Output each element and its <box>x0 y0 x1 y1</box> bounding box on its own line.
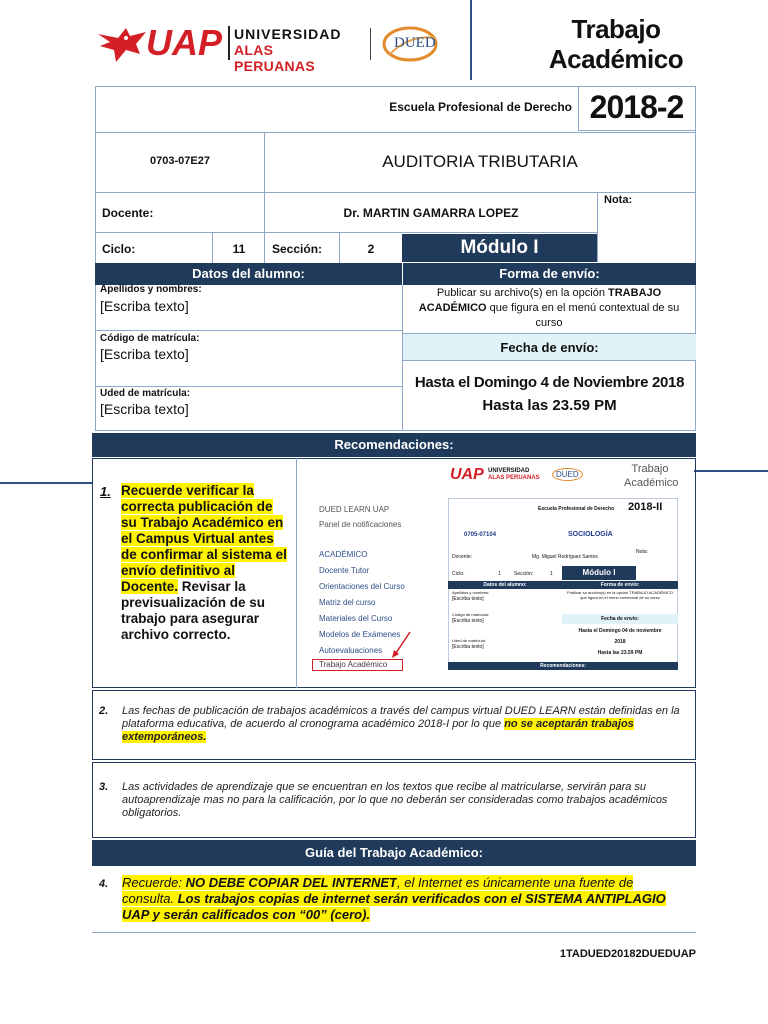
menu-item-dued-learn[interactable]: DUED LEARN UAP <box>319 505 390 514</box>
uap-logo <box>96 22 358 74</box>
course-name: AUDITORIA TRIBUTARIA <box>382 152 578 171</box>
logo-university-line2: ALAS PERUANAS <box>234 42 315 74</box>
enroll-unit-input[interactable]: [Escriba texto] <box>100 401 189 417</box>
enroll-unit-label: Uded de matrícula: <box>100 388 191 399</box>
recommendation-3-number: 3. <box>99 781 109 793</box>
recommendation-1-rest: Revisar la previsualización de su trabajo para asegurar archivo correcto. <box>121 579 266 642</box>
send-form-header: Forma de envío: <box>403 263 696 285</box>
mini-date3: Hasta las 23.59 PM <box>597 650 643 656</box>
recommendation-2-text <box>122 705 688 744</box>
section-label: Sección: <box>272 242 323 256</box>
mini-section: 1 <box>550 571 553 577</box>
mini-unit-label: Uded de matrícula: <box>452 638 486 643</box>
row-divider-5 <box>96 386 402 387</box>
mini-section-label: Sección: <box>514 571 534 577</box>
mini-cycle: 1 <box>498 571 501 577</box>
grade-label: Nota: <box>604 194 633 206</box>
guide-header: Guía del Trabajo Académico: <box>92 840 696 866</box>
guide-item-4-text <box>122 875 688 923</box>
eagle-icon <box>96 24 148 64</box>
menu-item-materials[interactable]: Materiales del Curso <box>319 614 393 623</box>
footer-line <box>92 932 696 933</box>
mini-date2: 2018 <box>614 639 626 645</box>
mini-names: [Escriba texto] <box>452 596 484 602</box>
teacher-label: Docente: <box>102 206 154 220</box>
guide-item-4-bold1: NO DEBE COPIAR DEL INTERNET <box>185 875 397 890</box>
recommendations-header: Recomendaciones: <box>92 433 696 457</box>
mini-dued: DUED <box>552 468 583 481</box>
cycle-value: 11 <box>232 242 246 256</box>
menu-item-orientations[interactable]: Orientaciones del Curso <box>319 582 405 591</box>
enroll-code-label: Código de matrícula: <box>100 333 200 344</box>
menu-item-matrix[interactable]: Matriz del curso <box>319 598 376 607</box>
section-value: 2 <box>367 242 375 256</box>
enroll-code-input[interactable]: [Escriba texto] <box>100 346 189 362</box>
menu-item-exam-models[interactable]: Modelos de Exámenes <box>319 630 401 639</box>
logo-separator <box>370 28 371 60</box>
guide-item-4-number: 4. <box>99 878 109 890</box>
mini-teacher: Mg. Miguel Rodríguez Santos <box>532 554 598 560</box>
menu-item-notifications[interactable]: Panel de notificaciones <box>319 520 402 529</box>
dued-wordmark: DUED <box>394 35 436 51</box>
cycle-label: Ciclo: <box>102 242 136 256</box>
dued-logo <box>380 24 450 64</box>
teacher-name: Dr. MARTIN GAMARRA LOPEZ <box>343 206 519 220</box>
document-title <box>536 14 696 74</box>
left-connector-line <box>0 482 92 484</box>
mini-grade-label: Nota: <box>636 549 648 555</box>
menu-item-academic: ACADÉMICO <box>319 550 368 559</box>
menu-item-academic-work[interactable]: Trabajo Académico <box>312 659 403 671</box>
mini-reco-header: Recomendaciones: <box>448 662 678 670</box>
row-divider-2 <box>96 192 696 193</box>
send-instructions <box>406 286 692 331</box>
mini-course: SOCIOLOGÍA <box>568 531 613 538</box>
mini-cycle-label: Ciclo: <box>452 571 465 577</box>
guide-item-4-prefix: Recuerde: <box>122 875 186 890</box>
right-connector-line <box>694 470 768 472</box>
mini-date1: Hasta el Domingo 04 de noviembre <box>578 628 662 634</box>
send-text-2: que figura en el menú contextual de su curso <box>486 302 680 329</box>
logo-divider <box>228 26 230 60</box>
recommendation-2-number: 2. <box>99 705 109 717</box>
mini-title <box>624 462 679 490</box>
course-code: 0703-07E27 <box>150 155 210 167</box>
mini-title-line1: Trabajo <box>631 463 669 475</box>
mini-logo-uap: UAP <box>450 466 484 483</box>
campus-menu <box>300 460 424 686</box>
date-line2: Hasta las 23.59 PM <box>482 397 617 414</box>
document-title-line2: Académico <box>548 44 684 74</box>
send-text-1: Publicar su archivo(s) en la opción <box>436 287 609 299</box>
recommendation-3-text: Las actividades de aprendizaje que se encuentran en los textos que recibe al matricularse, servirán para su autoaprendizaje mas no para la calificación, por lo que no deberán ser consideradas como trabajos académicos obligatorios. <box>122 781 668 819</box>
mini-code-value: [Escriba texto] <box>452 618 484 624</box>
menu-item-self-evaluations[interactable]: Autoevaluaciones <box>319 646 383 655</box>
header-vertical-line <box>470 0 472 80</box>
mini-form-screenshot <box>428 458 694 686</box>
date-line1: Hasta el Domingo 4 de Noviembre 2018 <box>414 374 685 391</box>
mini-send-header: Forma de envío: <box>562 581 678 589</box>
mini-names-label: Apellidos y nombres: <box>452 590 490 595</box>
mini-module: Módulo I <box>562 566 636 580</box>
mini-teacher-label: Docente: <box>452 554 473 560</box>
mini-title-line2: Académico <box>624 477 679 489</box>
recommendation-1-divider <box>296 458 297 688</box>
names-input[interactable]: [Escriba texto] <box>100 298 189 314</box>
mini-year: 2018-II <box>628 501 663 513</box>
mini-code-label: Código de matrícula: <box>452 612 489 617</box>
mini-logo-text: UNIVERSIDAD ALAS PERUANAS <box>488 468 540 481</box>
recommendation-1-number: 1. <box>100 484 111 499</box>
mini-unit-value: [Escriba texto] <box>452 644 484 650</box>
recommendation-1-highlight: Recuerde verificar la correcta publicación de su Trabajo Académico en el Campus Virtual antes de confirmar al sistema el envío definitivo al Docente. <box>121 483 287 594</box>
row-divider-4 <box>96 330 402 331</box>
student-data-header: Datos del alumno: <box>95 263 402 285</box>
vdiv-grade <box>597 192 598 262</box>
send-text-bold: TRABAJO ACADÉMICO <box>418 287 662 314</box>
date-header: Fecha de envío: <box>403 333 696 361</box>
footer-code: 1TADUED20182DUEDUAP <box>559 948 696 960</box>
row-divider-1 <box>96 132 696 133</box>
row-divider-3 <box>96 232 597 233</box>
uap-wordmark: UAP <box>146 22 223 63</box>
mini-date-header: Fecha de envío: <box>562 614 678 624</box>
names-label: Apellidos y nombres: <box>100 284 202 295</box>
guide-item-4-mid: , el Internet es únicamente una fuente de consulta. <box>122 875 634 906</box>
mini-code: 0705-07104 <box>464 532 497 538</box>
recommendation-2-body: Las fechas de publicación de trabajos académicos a través del campus virtual DUED LEARN están definidas en la plataforma educativa, de acuerdo al cronograma académico 2018-I por lo que <box>122 705 680 730</box>
mini-school: Escuela Profesional de Derecho <box>538 506 615 512</box>
menu-item-tutor[interactable]: Docente Tutor <box>319 566 370 575</box>
recommendation-2-highlight: no se aceptarán trabajos extemporáneos. <box>122 718 634 743</box>
school-name: Escuela Profesional de Derecho <box>389 100 572 114</box>
pointer-arrow-icon <box>390 630 414 660</box>
module-badge: Módulo I <box>402 234 597 262</box>
mini-student-header: Datos del alumno: <box>448 581 562 589</box>
guide-item-4-bold2: Los trabajos copias de internet serán verificados con el SISTEMA ANTIPLAGIO UAP y serán calificados con “00” (cero). <box>122 891 666 922</box>
recommendation-1-text <box>121 483 291 643</box>
logo-university-line1: UNIVERSIDAD <box>234 26 342 42</box>
document-title-line1: Trabajo <box>571 14 661 44</box>
year-value: 2018-2 <box>589 89 684 125</box>
mini-send-text: Publicar su archivo(s) en la opción TRABAJO ACADÉMICO que figura en el menú contextual de su curso <box>567 590 673 600</box>
